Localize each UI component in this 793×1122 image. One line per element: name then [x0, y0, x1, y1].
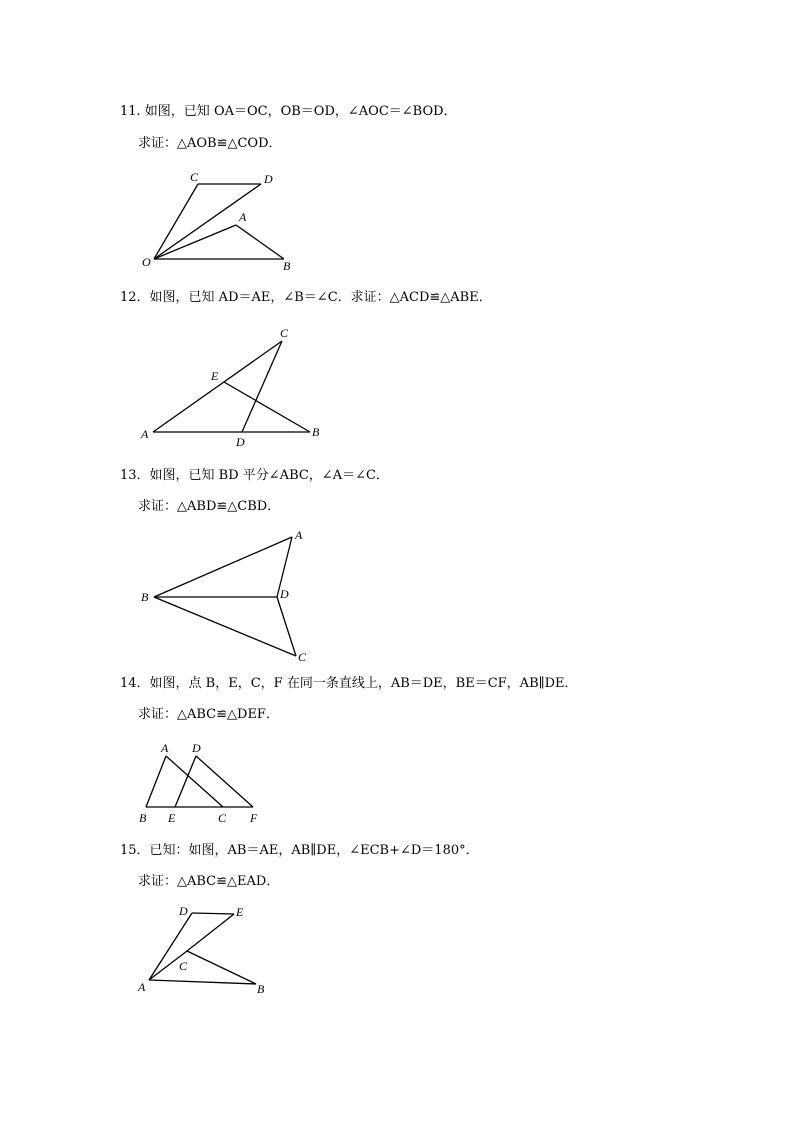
segment-de: [192, 913, 234, 914]
label-a: A: [295, 528, 303, 542]
label-b: B: [141, 590, 149, 604]
segment-ce: [187, 914, 234, 951]
problem-13-prove: 求证：△ABD≌△CBD．: [138, 499, 281, 514]
label-e: E: [211, 369, 219, 383]
label-a: A: [138, 980, 146, 994]
label-b: B: [283, 259, 291, 273]
label-c: C: [218, 811, 227, 825]
label-c: C: [280, 326, 289, 340]
label-b: B: [139, 811, 147, 825]
problem-11-stem: 11. 如图，已知 OA＝OC，OB＝OD，∠AOC＝∠BOD．: [120, 104, 457, 119]
label-a: A: [161, 741, 169, 755]
label-b: B: [257, 982, 265, 996]
problem-14-prove: 求证：△ABC≌△DEF．: [138, 707, 279, 722]
problem-12-stem: 12．如图，已知 AD＝AE，∠B＝∠C．求证：△ACD≌△ABE．: [120, 290, 492, 305]
segment-cb: [187, 951, 256, 984]
label-c: C: [190, 170, 199, 184]
label-b: B: [312, 425, 320, 439]
label-d: D: [192, 741, 201, 755]
problem-13-stem: 13．如图，已知 BD 平分∠ABC，∠A＝∠C．: [120, 468, 389, 483]
problem-15-stem: 15．已知：如图，AB＝AE，AB∥DE，∠ECB+∠D＝180°．: [120, 843, 479, 858]
label-d: D: [236, 435, 245, 449]
label-d: D: [179, 904, 188, 918]
problem-14-stem: 14．如图，点 B，E，C，F 在同一条直线上，AB＝DE，BE＝CF，AB∥DE．: [120, 676, 578, 691]
label-d: D: [264, 172, 273, 186]
segment-ab: [149, 980, 256, 984]
label-a: A: [141, 427, 149, 441]
problem-15-prove: 求证：△ABC≌△EAD．: [138, 874, 280, 889]
label-a: A: [239, 210, 247, 224]
label-e: E: [236, 905, 244, 919]
label-c: C: [298, 650, 307, 664]
label-e: E: [168, 811, 176, 825]
label-c: C: [179, 959, 188, 973]
label-o: O: [142, 255, 151, 269]
label-d: D: [280, 587, 289, 601]
problem-11-prove: 求证：△AOB≌△COD．: [138, 136, 282, 151]
label-f: F: [250, 811, 258, 825]
